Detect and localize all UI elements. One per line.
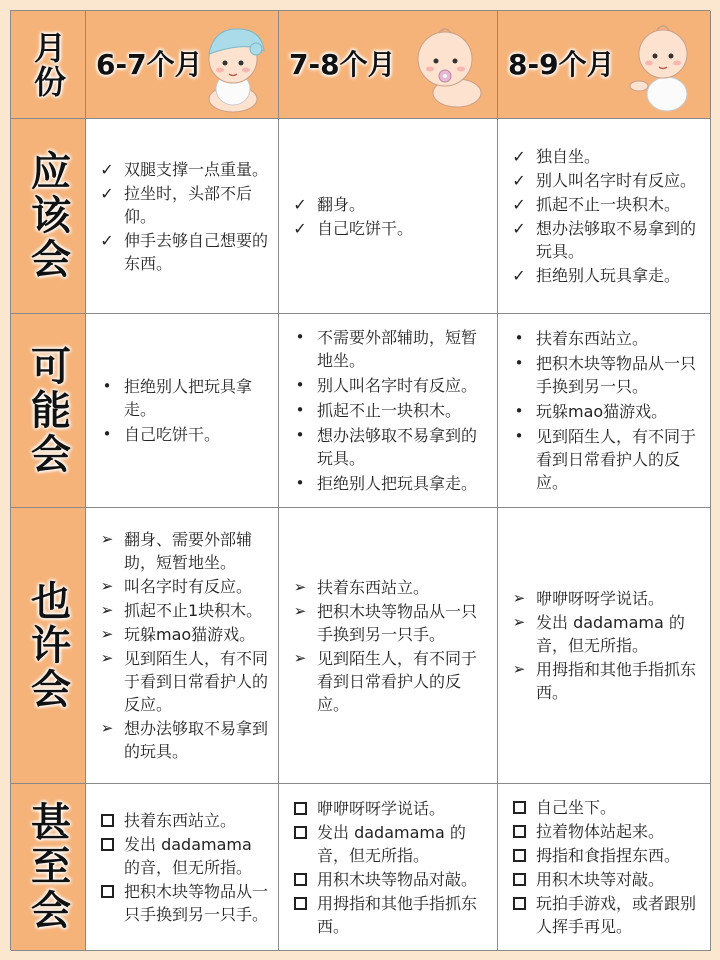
list-item [94, 599, 272, 622]
list-item-text: 用积木块等对敲。 [536, 870, 665, 889]
list-item-text: 拒绝别人把玩具拿走。 [124, 377, 253, 419]
row-label-may [11, 314, 86, 508]
list-item-text: 咿咿呀呀学说话。 [536, 589, 665, 608]
cell-even-7-8 [279, 784, 498, 951]
list-item [506, 217, 704, 263]
column-header-8-9 [498, 11, 711, 119]
list-item [287, 326, 491, 372]
cell-should-7-8 [279, 119, 498, 314]
cell-should-8-9 [498, 119, 711, 314]
list-item-text: 别人叫名字时有反应。 [536, 171, 697, 190]
checkbox-icon [508, 892, 530, 917]
list-item [94, 809, 272, 832]
row-label-text: 甚至会 [24, 801, 71, 933]
arrow-icon: ➢ [512, 589, 526, 607]
list-item-text: 用拇指和其他手指抓东西。 [317, 893, 478, 936]
row-label-text: 应该会 [24, 150, 71, 282]
list-item [506, 892, 704, 938]
list-item [506, 169, 704, 192]
list-item-text: 独自坐。 [536, 147, 601, 166]
list-item [94, 717, 272, 763]
bullet-icon: • [102, 377, 112, 395]
list-item-text: 抓起不止1块积木。 [124, 601, 263, 620]
column-header-6-7 [86, 11, 279, 119]
list-item [287, 647, 491, 716]
column-title: 8-9个月 [508, 48, 615, 81]
column-title: 6-7个月 [96, 48, 203, 81]
list-item [287, 892, 491, 938]
arrow-icon: ➢ [100, 530, 114, 548]
list-item [506, 868, 704, 891]
list-item [94, 182, 272, 228]
list-item [287, 193, 491, 216]
list-item-text: 拒绝别人玩具拿走。 [536, 266, 681, 285]
list-item [287, 868, 491, 891]
cell-perhaps-6-7 [86, 508, 279, 784]
list-item [506, 327, 704, 350]
bullet-icon: • [514, 354, 524, 372]
list-item-text: 伸手去够自己想要的东西。 [124, 230, 269, 273]
list-item [287, 576, 491, 599]
cell-may-7-8 [279, 314, 498, 508]
list-item-text: 拇指和食指捏东西。 [536, 846, 681, 865]
check-icon: ✓ [512, 195, 526, 214]
list-item [94, 423, 272, 446]
list-item [287, 217, 491, 240]
list-item-text: 见到陌生人，有不同于看到日常看护人的反应。 [124, 649, 269, 714]
list-item [94, 575, 272, 598]
row-label-even [11, 784, 86, 951]
list-item [506, 658, 704, 704]
bullet-icon: • [514, 402, 524, 420]
list-item-text: 双腿支撑一点重量。 [124, 159, 269, 179]
check-icon: ✓ [293, 194, 307, 214]
list-item-text: 自己吃饼干。 [317, 218, 414, 238]
list-item [287, 399, 491, 422]
list-item-text: 发出 dadamama 的音，但无所指。 [536, 613, 685, 655]
list-item [287, 797, 491, 820]
list-item-text: 见到陌生人，有不同于看到日常看护人的反应。 [536, 427, 697, 492]
list-item [287, 472, 491, 495]
arrow-icon: ➢ [293, 577, 307, 596]
check-icon: ✓ [100, 230, 114, 250]
list-item-text: 不需要外部辅助，短暂地坐。 [317, 328, 478, 370]
list-item-text: 用拇指和其他手指抓东西。 [536, 660, 697, 702]
cell-may-8-9 [498, 314, 711, 508]
list-item-text: 发出 dadamama 的音，但无所指。 [124, 834, 253, 877]
list-item-text: 翻身。 [317, 194, 366, 214]
row-label-text: 也许会 [24, 579, 71, 712]
checkbox-icon [289, 868, 311, 893]
bullet-icon: • [514, 329, 524, 347]
column-header-7-8 [279, 11, 498, 119]
cell-should-6-7 [86, 119, 279, 314]
list-item [94, 880, 272, 926]
check-icon: ✓ [512, 266, 526, 285]
check-icon: ✓ [100, 159, 114, 179]
list-item-text: 想办法够取不易拿到的玩具。 [317, 426, 478, 468]
bullet-icon: • [514, 427, 524, 445]
list-item-text: 叫名字时有反应。 [124, 577, 253, 596]
row-label-text: 可能会 [24, 344, 71, 477]
arrow-icon: ➢ [100, 649, 114, 667]
list-item-text: 抓起不止一块积木。 [317, 401, 462, 420]
list-item-text: 玩拍手游戏，或者跟别人挥手再见。 [536, 894, 697, 936]
arrow-icon: ➢ [100, 601, 114, 619]
check-icon: ✓ [512, 147, 526, 166]
list-item-text: 拉着物体站起来。 [536, 822, 665, 841]
list-item [287, 374, 491, 397]
cell-perhaps-7-8 [279, 508, 498, 784]
list-item-text: 把积木块等物品从一只手换到另一只。 [536, 354, 697, 396]
bullet-icon: • [295, 376, 305, 394]
checkbox-icon [508, 868, 530, 893]
arrow-icon: ➢ [512, 660, 526, 678]
check-icon: ✓ [293, 218, 307, 238]
list-item [94, 229, 272, 275]
checkbox-icon [508, 844, 530, 869]
list-item-text: 自己吃饼干。 [124, 425, 221, 444]
list-item-text: 别人叫名字时有反应。 [317, 376, 478, 395]
checkbox-icon [289, 797, 311, 822]
list-item-text: 把积木块等物品从一只手换到另一只手。 [124, 881, 269, 924]
cell-even-6-7 [86, 784, 279, 951]
arrow-icon: ➢ [100, 625, 114, 643]
bullet-icon: • [102, 425, 112, 443]
corner-header [11, 11, 86, 119]
list-item [506, 587, 704, 610]
bullet-icon: • [295, 328, 305, 346]
list-item-text: 想办法够取不易拿到的玩具。 [124, 719, 269, 761]
list-item-text: 用积木块等物品对敲。 [317, 869, 478, 889]
list-item-text: 扶着东西站立。 [124, 810, 237, 830]
list-item [506, 400, 704, 423]
arrow-icon: ➢ [293, 648, 307, 667]
bullet-icon: • [295, 426, 305, 444]
list-item [287, 821, 491, 867]
list-item [94, 158, 272, 181]
list-item-text: 玩躲mao猫游戏。 [536, 402, 668, 421]
row-label-should [11, 119, 86, 314]
development-table [10, 10, 710, 950]
corner-label: 月份 [29, 30, 67, 99]
list-item [94, 623, 272, 646]
checkbox-icon [96, 809, 118, 834]
list-item [94, 833, 272, 879]
list-item-text: 拒绝别人把玩具拿走。 [317, 474, 478, 493]
list-item [506, 352, 704, 398]
checkbox-icon [508, 796, 530, 821]
list-item [94, 647, 272, 716]
list-item [506, 844, 704, 867]
list-item-text: 见到陌生人，有不同于看到日常看护人的反应。 [317, 648, 478, 714]
list-item-text: 扶着东西站立。 [536, 329, 649, 348]
list-item [287, 424, 491, 470]
baby-sitting-icon [196, 19, 271, 114]
list-item [94, 375, 272, 421]
checkbox-icon [289, 892, 311, 917]
cell-may-6-7 [86, 314, 279, 508]
baby-crawling-icon [623, 16, 703, 116]
list-item [506, 264, 704, 287]
list-item-text: 玩躲mao猫游戏。 [124, 625, 256, 644]
checkbox-icon [289, 821, 311, 846]
list-item-text: 拉坐时，头部不后仰。 [124, 183, 253, 226]
list-item-text: 自己坐下。 [536, 798, 617, 817]
list-item-text: 发出 dadamama 的音，但无所指。 [317, 822, 466, 865]
column-title: 7-8个月 [289, 48, 396, 81]
cell-perhaps-8-9 [498, 508, 711, 784]
checkbox-icon [96, 880, 118, 905]
list-item [506, 193, 704, 216]
bullet-icon: • [295, 401, 305, 419]
arrow-icon: ➢ [100, 719, 114, 737]
list-item [506, 796, 704, 819]
list-item-text: 想办法够取不易拿到的玩具。 [536, 219, 697, 261]
list-item-text: 扶着东西站立。 [317, 577, 430, 597]
list-item [287, 600, 491, 646]
list-item-text: 咿咿呀呀学说话。 [317, 798, 446, 818]
bullet-icon: • [295, 474, 305, 492]
arrow-icon: ➢ [100, 577, 114, 595]
check-icon: ✓ [512, 219, 526, 238]
list-item [506, 611, 704, 657]
check-icon: ✓ [512, 171, 526, 190]
check-icon: ✓ [100, 183, 114, 203]
row-label-perhaps [11, 508, 86, 784]
list-item [506, 145, 704, 168]
arrow-icon: ➢ [293, 601, 307, 620]
list-item-text: 翻身、需要外部辅助，短暂地坐。 [124, 530, 253, 572]
checkbox-icon [96, 833, 118, 858]
arrow-icon: ➢ [512, 613, 526, 631]
list-item-text: 抓起不止一块积木。 [536, 195, 681, 214]
list-item [506, 820, 704, 843]
cell-even-8-9 [498, 784, 711, 951]
list-item [506, 425, 704, 494]
list-item-text: 把积木块等物品从一只手换到另一只手。 [317, 601, 478, 644]
baby-pacifier-icon [409, 21, 489, 111]
list-item [94, 528, 272, 574]
checkbox-icon [508, 820, 530, 845]
